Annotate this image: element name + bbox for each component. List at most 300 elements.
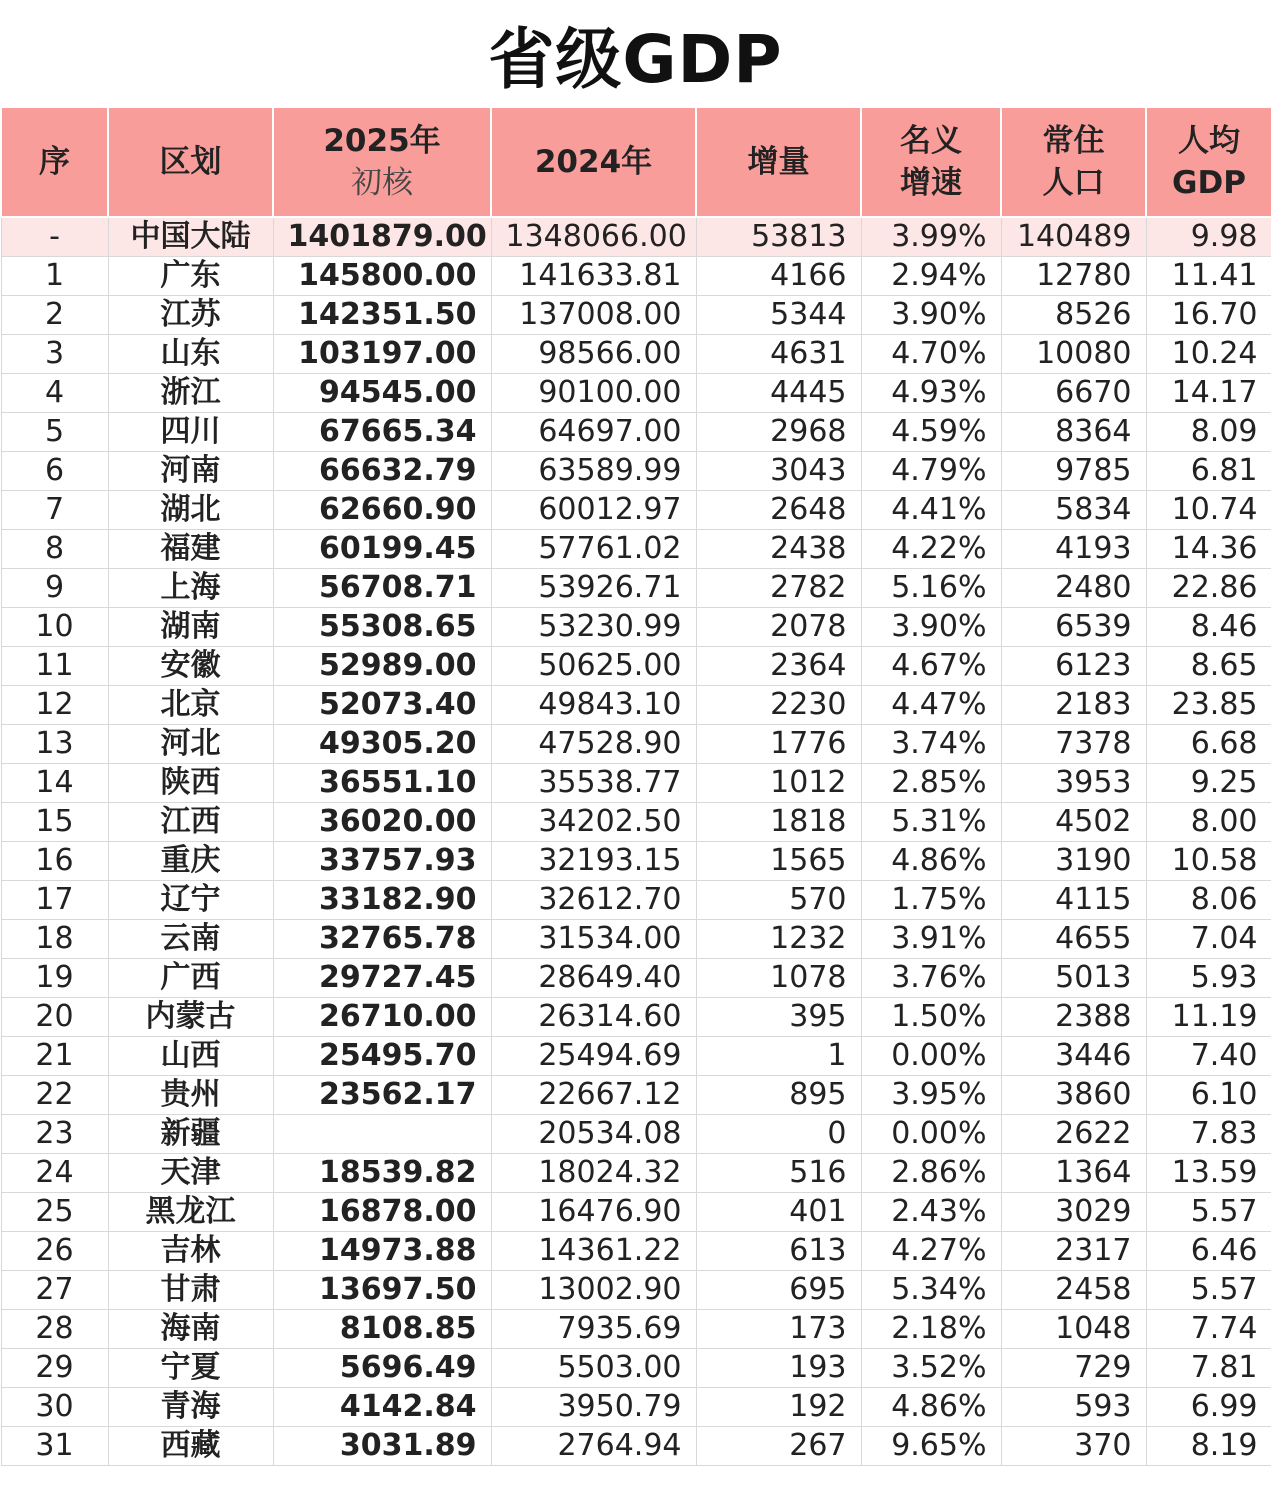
region-cell: 山西 xyxy=(108,1037,273,1076)
table-row xyxy=(1,452,1271,491)
increase-cell: 1232 xyxy=(696,920,861,959)
gdp-per-capita-cell: 8.65 xyxy=(1146,647,1271,686)
gdp-per-capita-cell: 6.68 xyxy=(1146,725,1271,764)
region-cell: 黑龙江 xyxy=(108,1193,273,1232)
gdp-2025-cell: 3031.89 xyxy=(273,1427,491,1466)
table-row xyxy=(1,1427,1271,1466)
gdp-2024-cell: 28649.40 xyxy=(491,959,696,998)
increase-cell: 1565 xyxy=(696,842,861,881)
header-label: 区划 xyxy=(159,144,222,180)
population-cell: 3446 xyxy=(1001,1037,1146,1076)
header-increase xyxy=(696,107,861,217)
population-cell: 9785 xyxy=(1001,452,1146,491)
population-cell: 4655 xyxy=(1001,920,1146,959)
rank-cell: 17 xyxy=(1,881,108,920)
gdp-2025-cell: 13697.50 xyxy=(273,1271,491,1310)
gdp-2025-cell: 29727.45 xyxy=(273,959,491,998)
gdp-2024-cell: 18024.32 xyxy=(491,1154,696,1193)
gdp-2024-cell: 13002.90 xyxy=(491,1271,696,1310)
region-cell: 中国大陆 xyxy=(108,217,273,257)
growth-cell: 1.75% xyxy=(861,881,1001,920)
rank-cell: 27 xyxy=(1,1271,108,1310)
gdp-2024-cell: 16476.90 xyxy=(491,1193,696,1232)
table-row xyxy=(1,608,1271,647)
gdp-2025-cell: 33757.93 xyxy=(273,842,491,881)
gdp-per-capita-cell: 14.36 xyxy=(1146,530,1271,569)
region-cell: 天津 xyxy=(108,1154,273,1193)
gdp-per-capita-cell: 11.19 xyxy=(1146,998,1271,1037)
table-row xyxy=(1,1076,1271,1115)
rank-cell: 20 xyxy=(1,998,108,1037)
gdp-2025-cell: 26710.00 xyxy=(273,998,491,1037)
gdp-2025-cell: 56708.71 xyxy=(273,569,491,608)
growth-cell: 4.59% xyxy=(861,413,1001,452)
region-cell: 浙江 xyxy=(108,374,273,413)
growth-cell: 4.41% xyxy=(861,491,1001,530)
increase-cell: 4631 xyxy=(696,335,861,374)
gdp-2024-cell: 137008.00 xyxy=(491,296,696,335)
rank-cell: 31 xyxy=(1,1427,108,1466)
gdp-2024-cell: 63589.99 xyxy=(491,452,696,491)
rank-cell: 3 xyxy=(1,335,108,374)
gdp-per-capita-cell: 7.81 xyxy=(1146,1349,1271,1388)
rank-cell: 13 xyxy=(1,725,108,764)
growth-cell: 2.85% xyxy=(861,764,1001,803)
increase-cell: 0 xyxy=(696,1115,861,1154)
gdp-2024-cell: 90100.00 xyxy=(491,374,696,413)
population-cell: 2388 xyxy=(1001,998,1146,1037)
rank-cell: 12 xyxy=(1,686,108,725)
growth-cell: 3.90% xyxy=(861,608,1001,647)
header-sublabel: GDP xyxy=(1172,165,1246,201)
gdp-2025-cell: 145800.00 xyxy=(273,257,491,296)
table-row xyxy=(1,1154,1271,1193)
population-cell: 4502 xyxy=(1001,803,1146,842)
rank-cell: 6 xyxy=(1,452,108,491)
gdp-per-capita-cell: 6.10 xyxy=(1146,1076,1271,1115)
region-cell: 广西 xyxy=(108,959,273,998)
growth-cell: 9.65% xyxy=(861,1427,1001,1466)
gdp-2024-cell: 57761.02 xyxy=(491,530,696,569)
gdp-2025-cell xyxy=(273,1115,491,1154)
increase-cell: 267 xyxy=(696,1427,861,1466)
table-row xyxy=(1,1232,1271,1271)
population-cell: 3029 xyxy=(1001,1193,1146,1232)
rank-cell: 22 xyxy=(1,1076,108,1115)
gdp-2024-cell: 50625.00 xyxy=(491,647,696,686)
table-row xyxy=(1,530,1271,569)
growth-cell: 3.76% xyxy=(861,959,1001,998)
header-row xyxy=(1,107,1271,217)
header-sublabel: 初核 xyxy=(351,165,413,201)
growth-cell: 4.67% xyxy=(861,647,1001,686)
region-cell: 河南 xyxy=(108,452,273,491)
region-cell: 湖南 xyxy=(108,608,273,647)
rank-cell: 26 xyxy=(1,1232,108,1271)
increase-cell: 1078 xyxy=(696,959,861,998)
gdp-2024-cell: 35538.77 xyxy=(491,764,696,803)
rank-cell: 11 xyxy=(1,647,108,686)
rank-cell: 2 xyxy=(1,296,108,335)
rank-cell: 25 xyxy=(1,1193,108,1232)
region-cell: 四川 xyxy=(108,413,273,452)
region-cell: 吉林 xyxy=(108,1232,273,1271)
gdp-per-capita-cell: 9.25 xyxy=(1146,764,1271,803)
growth-cell: 4.86% xyxy=(861,842,1001,881)
gdp-per-capita-cell: 7.40 xyxy=(1146,1037,1271,1076)
table-row xyxy=(1,764,1271,803)
region-cell: 青海 xyxy=(108,1388,273,1427)
region-cell: 陕西 xyxy=(108,764,273,803)
region-cell: 海南 xyxy=(108,1310,273,1349)
population-cell: 1364 xyxy=(1001,1154,1146,1193)
table-row xyxy=(1,1115,1271,1154)
increase-cell: 1776 xyxy=(696,725,861,764)
gdp-per-capita-cell: 5.57 xyxy=(1146,1193,1271,1232)
growth-cell: 3.99% xyxy=(861,217,1001,257)
gdp-2025-cell: 25495.70 xyxy=(273,1037,491,1076)
gdp-2025-cell: 5696.49 xyxy=(273,1349,491,1388)
growth-cell: 4.86% xyxy=(861,1388,1001,1427)
gdp-2024-cell: 31534.00 xyxy=(491,920,696,959)
table-row xyxy=(1,335,1271,374)
gdp-2024-cell: 53926.71 xyxy=(491,569,696,608)
gdp-2025-cell: 60199.45 xyxy=(273,530,491,569)
rank-cell: 10 xyxy=(1,608,108,647)
increase-cell: 53813 xyxy=(696,217,861,257)
gdp-2025-cell: 67665.34 xyxy=(273,413,491,452)
table-row xyxy=(1,959,1271,998)
region-cell: 内蒙古 xyxy=(108,998,273,1037)
growth-cell: 4.47% xyxy=(861,686,1001,725)
growth-cell: 4.22% xyxy=(861,530,1001,569)
increase-cell: 4166 xyxy=(696,257,861,296)
increase-cell: 193 xyxy=(696,1349,861,1388)
gdp-2024-cell: 32193.15 xyxy=(491,842,696,881)
gdp-table xyxy=(0,106,1271,1466)
growth-cell: 3.91% xyxy=(861,920,1001,959)
header-label: 2024年 xyxy=(534,144,653,180)
header-gdp-per-capita xyxy=(1146,107,1271,217)
population-cell: 2480 xyxy=(1001,569,1146,608)
population-cell: 1048 xyxy=(1001,1310,1146,1349)
growth-cell: 4.79% xyxy=(861,452,1001,491)
region-cell: 新疆 xyxy=(108,1115,273,1154)
population-cell: 12780 xyxy=(1001,257,1146,296)
population-cell: 2317 xyxy=(1001,1232,1146,1271)
gdp-2025-cell: 8108.85 xyxy=(273,1310,491,1349)
growth-cell: 5.31% xyxy=(861,803,1001,842)
population-cell: 4115 xyxy=(1001,881,1146,920)
increase-cell: 5344 xyxy=(696,296,861,335)
population-cell: 370 xyxy=(1001,1427,1146,1466)
increase-cell: 613 xyxy=(696,1232,861,1271)
growth-cell: 1.50% xyxy=(861,998,1001,1037)
table-row xyxy=(1,1193,1271,1232)
header-gdp-2025 xyxy=(273,107,491,217)
gdp-2025-cell: 23562.17 xyxy=(273,1076,491,1115)
gdp-per-capita-cell: 8.09 xyxy=(1146,413,1271,452)
increase-cell: 1818 xyxy=(696,803,861,842)
increase-cell: 395 xyxy=(696,998,861,1037)
growth-cell: 3.90% xyxy=(861,296,1001,335)
gdp-per-capita-cell: 11.41 xyxy=(1146,257,1271,296)
header-rank xyxy=(1,107,108,217)
gdp-per-capita-cell: 7.74 xyxy=(1146,1310,1271,1349)
gdp-2025-cell: 49305.20 xyxy=(273,725,491,764)
gdp-per-capita-cell: 10.74 xyxy=(1146,491,1271,530)
increase-cell: 570 xyxy=(696,881,861,920)
rank-cell: 8 xyxy=(1,530,108,569)
region-cell: 湖北 xyxy=(108,491,273,530)
header-label: 序 xyxy=(39,144,70,180)
gdp-2024-cell: 7935.69 xyxy=(491,1310,696,1349)
gdp-2025-cell: 1401879.00 xyxy=(273,217,491,257)
gdp-2024-cell: 64697.00 xyxy=(491,413,696,452)
growth-cell: 3.52% xyxy=(861,1349,1001,1388)
region-cell: 辽宁 xyxy=(108,881,273,920)
region-cell: 上海 xyxy=(108,569,273,608)
table-row xyxy=(1,842,1271,881)
population-cell: 4193 xyxy=(1001,530,1146,569)
rank-cell: 1 xyxy=(1,257,108,296)
region-cell: 山东 xyxy=(108,335,273,374)
gdp-per-capita-cell: 10.24 xyxy=(1146,335,1271,374)
gdp-2024-cell: 60012.97 xyxy=(491,491,696,530)
population-cell: 2458 xyxy=(1001,1271,1146,1310)
header-label: 人均 xyxy=(1178,123,1240,159)
gdp-per-capita-cell: 8.46 xyxy=(1146,608,1271,647)
rank-cell: 18 xyxy=(1,920,108,959)
gdp-2025-cell: 14973.88 xyxy=(273,1232,491,1271)
region-cell: 江苏 xyxy=(108,296,273,335)
table-row xyxy=(1,1349,1271,1388)
population-cell: 8364 xyxy=(1001,413,1146,452)
table-row xyxy=(1,491,1271,530)
population-cell: 140489 xyxy=(1001,217,1146,257)
table-row xyxy=(1,725,1271,764)
table-row xyxy=(1,1310,1271,1349)
increase-cell: 1012 xyxy=(696,764,861,803)
gdp-per-capita-cell: 8.00 xyxy=(1146,803,1271,842)
increase-cell: 173 xyxy=(696,1310,861,1349)
growth-cell: 4.70% xyxy=(861,335,1001,374)
increase-cell: 2968 xyxy=(696,413,861,452)
gdp-2025-cell: 18539.82 xyxy=(273,1154,491,1193)
table-row xyxy=(1,1037,1271,1076)
growth-cell: 2.43% xyxy=(861,1193,1001,1232)
population-cell: 3953 xyxy=(1001,764,1146,803)
gdp-per-capita-cell: 9.98 xyxy=(1146,217,1271,257)
population-cell: 6123 xyxy=(1001,647,1146,686)
population-cell: 6539 xyxy=(1001,608,1146,647)
header-label: 常住 xyxy=(1042,123,1105,159)
increase-cell: 1 xyxy=(696,1037,861,1076)
increase-cell: 3043 xyxy=(696,452,861,491)
increase-cell: 516 xyxy=(696,1154,861,1193)
gdp-2024-cell: 3950.79 xyxy=(491,1388,696,1427)
population-cell: 2622 xyxy=(1001,1115,1146,1154)
rank-cell: 14 xyxy=(1,764,108,803)
gdp-2025-cell: 36551.10 xyxy=(273,764,491,803)
gdp-per-capita-cell: 6.81 xyxy=(1146,452,1271,491)
growth-cell: 5.34% xyxy=(861,1271,1001,1310)
rank-cell: 24 xyxy=(1,1154,108,1193)
population-cell: 729 xyxy=(1001,1349,1146,1388)
growth-cell: 3.95% xyxy=(861,1076,1001,1115)
gdp-2025-cell: 52073.40 xyxy=(273,686,491,725)
gdp-2024-cell: 1348066.00 xyxy=(491,217,696,257)
region-cell: 北京 xyxy=(108,686,273,725)
gdp-2024-cell: 2764.94 xyxy=(491,1427,696,1466)
increase-cell: 2782 xyxy=(696,569,861,608)
rank-cell: 16 xyxy=(1,842,108,881)
table-row xyxy=(1,257,1271,296)
gdp-per-capita-cell: 23.85 xyxy=(1146,686,1271,725)
table-row xyxy=(1,803,1271,842)
rank-cell: 23 xyxy=(1,1115,108,1154)
increase-cell: 2438 xyxy=(696,530,861,569)
rank-cell: 4 xyxy=(1,374,108,413)
gdp-2025-cell: 16878.00 xyxy=(273,1193,491,1232)
population-cell: 6670 xyxy=(1001,374,1146,413)
increase-cell: 401 xyxy=(696,1193,861,1232)
gdp-per-capita-cell: 13.59 xyxy=(1146,1154,1271,1193)
rank-cell: 21 xyxy=(1,1037,108,1076)
increase-cell: 695 xyxy=(696,1271,861,1310)
page-title: 省级GDP xyxy=(488,20,783,98)
table-row xyxy=(1,1271,1271,1310)
gdp-2025-cell: 66632.79 xyxy=(273,452,491,491)
header-sublabel: 人口 xyxy=(1042,165,1105,201)
population-cell: 593 xyxy=(1001,1388,1146,1427)
increase-cell: 2230 xyxy=(696,686,861,725)
gdp-per-capita-cell: 8.19 xyxy=(1146,1427,1271,1466)
gdp-2024-cell: 34202.50 xyxy=(491,803,696,842)
region-cell: 云南 xyxy=(108,920,273,959)
gdp-2025-cell: 32765.78 xyxy=(273,920,491,959)
gdp-2024-cell: 141633.81 xyxy=(491,257,696,296)
increase-cell: 2364 xyxy=(696,647,861,686)
gdp-2024-cell: 20534.08 xyxy=(491,1115,696,1154)
header-gdp-2024 xyxy=(491,107,696,217)
rank-cell: 9 xyxy=(1,569,108,608)
gdp-2024-cell: 14361.22 xyxy=(491,1232,696,1271)
gdp-per-capita-cell: 6.46 xyxy=(1146,1232,1271,1271)
rank-cell: 29 xyxy=(1,1349,108,1388)
table-row xyxy=(1,881,1271,920)
rank-cell: 19 xyxy=(1,959,108,998)
region-cell: 江西 xyxy=(108,803,273,842)
region-cell: 福建 xyxy=(108,530,273,569)
region-cell: 宁夏 xyxy=(108,1349,273,1388)
population-cell: 7378 xyxy=(1001,725,1146,764)
growth-cell: 0.00% xyxy=(861,1037,1001,1076)
growth-cell: 5.16% xyxy=(861,569,1001,608)
rank-cell: - xyxy=(1,217,108,257)
header-region xyxy=(108,107,273,217)
table-row xyxy=(1,413,1271,452)
header-label: 增量 xyxy=(747,144,810,180)
gdp-per-capita-cell: 16.70 xyxy=(1146,296,1271,335)
gdp-2024-cell: 98566.00 xyxy=(491,335,696,374)
region-cell: 重庆 xyxy=(108,842,273,881)
gdp-2025-cell: 94545.00 xyxy=(273,374,491,413)
growth-cell: 4.27% xyxy=(861,1232,1001,1271)
header-sublabel: 增速 xyxy=(900,165,962,201)
gdp-2024-cell: 53230.99 xyxy=(491,608,696,647)
gdp-2024-cell: 25494.69 xyxy=(491,1037,696,1076)
gdp-per-capita-cell: 14.17 xyxy=(1146,374,1271,413)
table-row xyxy=(1,569,1271,608)
population-cell: 10080 xyxy=(1001,335,1146,374)
gdp-per-capita-cell: 22.86 xyxy=(1146,569,1271,608)
gdp-2024-cell: 26314.60 xyxy=(491,998,696,1037)
increase-cell: 4445 xyxy=(696,374,861,413)
gdp-2025-cell: 103197.00 xyxy=(273,335,491,374)
increase-cell: 192 xyxy=(696,1388,861,1427)
growth-cell: 2.94% xyxy=(861,257,1001,296)
table-row xyxy=(1,920,1271,959)
gdp-2025-cell: 52989.00 xyxy=(273,647,491,686)
growth-cell: 4.93% xyxy=(861,374,1001,413)
header-label: 2025年 xyxy=(323,123,441,159)
gdp-2025-cell: 55308.65 xyxy=(273,608,491,647)
population-cell: 2183 xyxy=(1001,686,1146,725)
gdp-2025-cell: 36020.00 xyxy=(273,803,491,842)
increase-cell: 2648 xyxy=(696,491,861,530)
gdp-per-capita-cell: 5.57 xyxy=(1146,1271,1271,1310)
gdp-per-capita-cell: 5.93 xyxy=(1146,959,1271,998)
rank-cell: 30 xyxy=(1,1388,108,1427)
gdp-2024-cell: 5503.00 xyxy=(491,1349,696,1388)
total-row xyxy=(1,217,1271,257)
gdp-2024-cell: 22667.12 xyxy=(491,1076,696,1115)
gdp-per-capita-cell: 7.04 xyxy=(1146,920,1271,959)
increase-cell: 895 xyxy=(696,1076,861,1115)
gdp-2025-cell: 33182.90 xyxy=(273,881,491,920)
table-row xyxy=(1,296,1271,335)
population-cell: 3860 xyxy=(1001,1076,1146,1115)
region-cell: 安徽 xyxy=(108,647,273,686)
increase-cell: 2078 xyxy=(696,608,861,647)
region-cell: 广东 xyxy=(108,257,273,296)
gdp-2025-cell: 62660.90 xyxy=(273,491,491,530)
gdp-2024-cell: 32612.70 xyxy=(491,881,696,920)
rank-cell: 28 xyxy=(1,1310,108,1349)
header-growth xyxy=(861,107,1001,217)
population-cell: 3190 xyxy=(1001,842,1146,881)
gdp-per-capita-cell: 7.83 xyxy=(1146,1115,1271,1154)
table-row xyxy=(1,647,1271,686)
region-cell: 贵州 xyxy=(108,1076,273,1115)
gdp-per-capita-cell: 10.58 xyxy=(1146,842,1271,881)
population-cell: 8526 xyxy=(1001,296,1146,335)
table-row xyxy=(1,686,1271,725)
growth-cell: 2.18% xyxy=(861,1310,1001,1349)
gdp-2024-cell: 47528.90 xyxy=(491,725,696,764)
gdp-2024-cell: 49843.10 xyxy=(491,686,696,725)
header-label: 名义 xyxy=(900,123,962,159)
gdp-per-capita-cell: 6.99 xyxy=(1146,1388,1271,1427)
rank-cell: 5 xyxy=(1,413,108,452)
rank-cell: 7 xyxy=(1,491,108,530)
growth-cell: 0.00% xyxy=(861,1115,1001,1154)
region-cell: 河北 xyxy=(108,725,273,764)
region-cell: 西藏 xyxy=(108,1427,273,1466)
region-cell: 甘肃 xyxy=(108,1271,273,1310)
table-row xyxy=(1,1388,1271,1427)
